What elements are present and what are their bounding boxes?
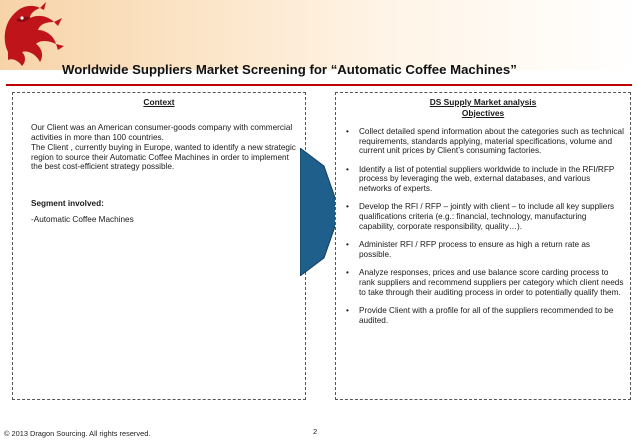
- bullet-icon: •: [346, 127, 349, 136]
- list-item: [344, 202, 624, 231]
- list-item-text: Administer RFI / RFP process to ensure as high a return rate as possible.: [359, 240, 591, 259]
- objectives-subheading: Objectives: [461, 108, 505, 118]
- list-item: [344, 268, 624, 297]
- header-band: [0, 0, 638, 70]
- list-item-text: Identify a list of potential suppliers worldwide to include in the RFI/RFP process by leveraging the web, external databases, and various networks of experts.: [359, 164, 615, 194]
- bullet-icon: •: [346, 305, 349, 315]
- objectives-list: [344, 127, 624, 334]
- bullet-icon: •: [346, 240, 349, 250]
- title-divider: [6, 84, 632, 86]
- context-heading: Context: [143, 97, 175, 107]
- list-item-text: Collect detailed spend information about the categories such as technical requirements, standards applying, material specifications, volume and current unit prices by Client’s consuming factories.: [359, 127, 624, 156]
- list-item: [344, 127, 624, 156]
- bullet-icon: •: [346, 268, 349, 278]
- list-item: [344, 306, 624, 325]
- list-item-text: Provide Client with a profile for all of the suppliers recommended to be audited.: [359, 305, 614, 325]
- list-item: [344, 240, 624, 259]
- page-number: 2: [313, 427, 318, 436]
- list-item-text: Develop the RFI / RFP – jointly with client – to include all key suppliers qualifications criteria (e.g.: financial, technology, manufacturing capability, corporate responsibility, quality…).: [359, 202, 615, 231]
- context-paragraph-2: The Client , currently buying in Europe, wanted to identify a new strategic region to source their Automatic Coffee Machines in order to implement the best cost-efficient strategy possible.: [31, 143, 296, 172]
- page-title: Worldwide Suppliers Market Screening for “Automatic Coffee Machines”: [62, 62, 517, 77]
- objectives-panel: [335, 92, 631, 400]
- bullet-icon: •: [346, 202, 349, 212]
- bullet-icon: •: [346, 164, 349, 174]
- list-item: [344, 165, 624, 194]
- context-panel: [12, 92, 306, 400]
- footer-copyright: © 2013 Dragon Sourcing. All rights reserved.: [4, 429, 151, 438]
- segment-value: -Automatic Coffee Machines: [31, 215, 134, 224]
- objectives-heading: DS Supply Market analysis: [429, 97, 537, 107]
- context-paragraph-1: Our Client was an American consumer-goods company with commercial activities in more than 100 countries.: [31, 123, 293, 142]
- right-arrow-icon: [300, 148, 340, 276]
- segment-label: Segment involved:: [31, 199, 104, 208]
- list-item-text: Analyze responses, prices and use balance score carding process to rank suppliers and recommend suppliers per category which client needs to take through their auditing process in order to potentially qualify them.: [359, 268, 624, 297]
- dragon-logo-icon: [0, 0, 66, 68]
